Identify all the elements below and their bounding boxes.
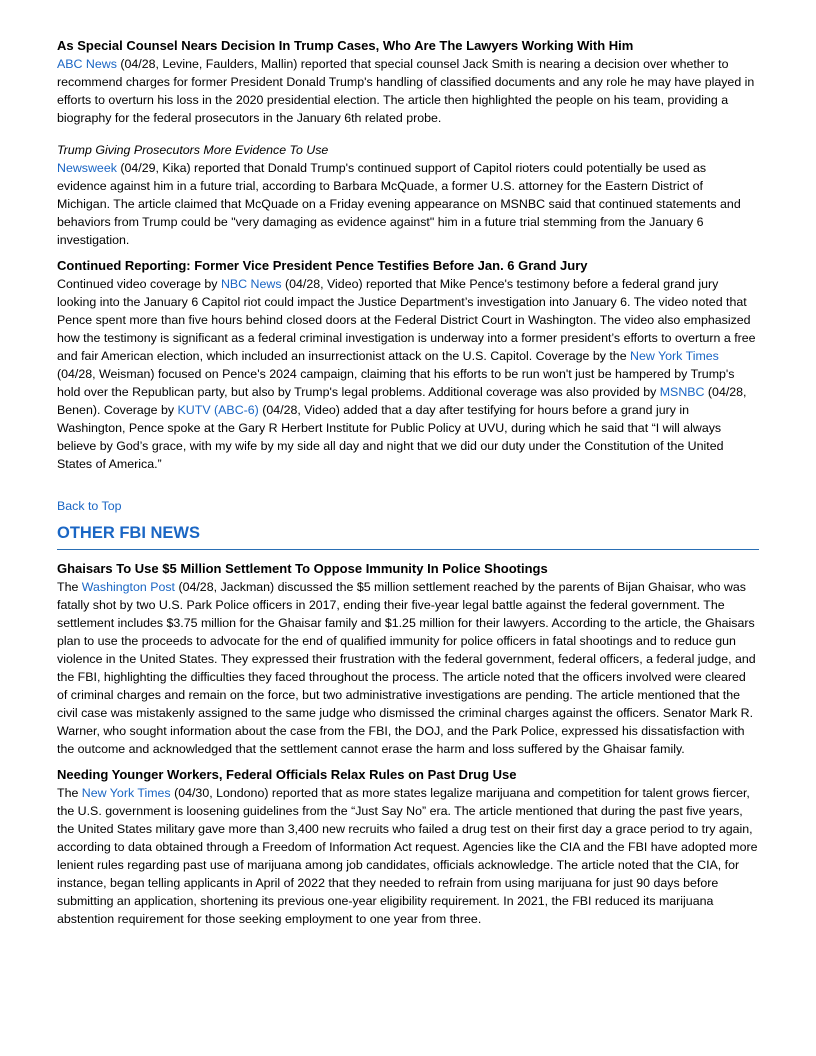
source-link-kutv[interactable]: KUTV (ABC-6): [177, 403, 259, 417]
back-to-top-link[interactable]: Back to Top: [57, 499, 122, 513]
article-body: ABC News (04/28, Levine, Faulders, Mallin) reported that special counsel Jack Smith is nearing a decision over whether to recommend charges for former President Donald Trump's handling of classified documents and any role he may have played in efforts to overturn his loss in the 2020 presidential election. The article then highlighted the people on his team, providing a biography for the federal prosecutors in the January 6th related probe.: [57, 57, 755, 125]
article-headline: As Special Counsel Nears Decision In Trump Cases, Who Are The Lawyers Working With Him: [57, 38, 634, 53]
source-link-abc-news[interactable]: ABC News: [57, 57, 117, 71]
source-link-msnbc[interactable]: MSNBC: [659, 385, 705, 399]
article-ghaisar-settlement: [57, 560, 759, 758]
article-headline: Continued Reporting: Former Vice President Pence Testifies Before Jan. 6 Grand Jury: [57, 258, 588, 273]
source-link-nbc-news[interactable]: NBC News: [220, 277, 282, 291]
newsletter-page: [57, 37, 759, 936]
source-link-new-york-times[interactable]: New York Times: [630, 349, 719, 363]
source-link-washington-post[interactable]: Washington Post: [81, 580, 176, 594]
article-body: Newsweek (04/29, Kika) reported that Donald Trump's continued support of Capitol rioters could potentially be used as evidence against him in a future trial, according to Barbara McQuade, a former U.S. attorney for the Eastern District of Michigan. The article claimed that McQuade on a Friday evening appearance on MSNBC said that continued statements and behaviors from Trump could be "very damaging as evidence against" him in a future trial stemming from the January 6 investigation.: [57, 161, 741, 247]
article-headline: Needing Younger Workers, Federal Officials Relax Rules on Past Drug Use: [57, 767, 517, 782]
article-headline: Ghaisars To Use $5 Million Settlement To Oppose Immunity In Police Shootings: [57, 561, 548, 576]
article-body: The Washington Post (04/28, Jackman) discussed the $5 million settlement reached by the parents of Bijan Ghaisar, who was fatally shot by two U.S. Park Police officers in 2017, ending their five-year legal battle against the federal government. The settlement includes $3.75 million for the Ghaisar family and $1.25 million for their lawyers. According to the article, the Ghaisars plan to use the proceeds to advocate for the end of qualified immunity for police officers in fatal shootings and to reduce gun violence in the United States. They expressed their frustration with the federal government, federal officers, a federal judge, and the FBI, highlighting the difficulties they faced throughout the process. The article noted that the officers involved were cleared of criminal charges and remain on the force, but two administrative investigations are pending. The article mentioned that the civil case was mistakenly assigned to the same judge who dismissed the criminal charges against the officers. Senator Mark R. Warner, who sought information about the case from the FBI, the DOJ, and the Park Police, expressed his dissatisfaction with the outcome and acknowledged that the settlement cannot erase the harm and loss suffered by the Ghaisar family.: [57, 580, 756, 756]
article-subheadline: Trump Giving Prosecutors More Evidence To Use: [57, 143, 329, 157]
article-body: Continued video coverage by NBC News (04/28, Video) reported that Mike Pence's testimony before a federal grand jury looking into the January 6 Capitol riot could impact the Justice Department’s investigation into January 6. The video noted that Pence spent more than five hours behind closed doors at the Federal District Court in Washington. The video also emphasized how the testimony is significant as a federal criminal investigation is underway into a former president’s efforts to overturn a free and fair American election, which included an insurrectionist attack on the U.S. Capitol. Coverage by the New York Times (04/28, Weisman) focused on Pence's 2024 campaign, claiming that his efforts to be run won't just be hampered by Trump's hold over the Republican party, but also by Trump's legal problems. Additional coverage was also provided by MSNBC (04/28, Benen). Coverage by KUTV (ABC-6) (04/28, Video) added that a day after testifying for hours before a grand jury in Washington, Pence spoke at the Gary R Herbert Institute for Public Policy at UVU, during which he said that “I will always believe by God’s grace, with my wife by my side all day and night that we did our duty under the Constitution of the United States of America.”: [57, 277, 756, 471]
article-special-counsel: [57, 37, 759, 249]
source-link-new-york-times[interactable]: New York Times: [81, 786, 171, 800]
article-pence-testifies: [57, 257, 759, 473]
source-link-newsweek[interactable]: Newsweek: [57, 161, 117, 175]
section-title: OTHER FBI NEWS: [57, 521, 759, 550]
article-drug-rules: [57, 766, 759, 928]
article-body: The New York Times (04/30, Londono) reported that as more states legalize marijuana and competition for talent grows fiercer, the U.S. government is loosening guidelines from the “Just Say No” era. The article mentioned that during the past five years, the United States military gave more than 3,400 new recruits who failed a drug test on their first day a grace period to try again, according to data obtained through a Freedom of Information Act request. Agencies like the CIA and the FBI have adopted more lenient rules regarding past use of marijuana among job candidates, officials acknowledge. The article noted that the CIA, for instance, began telling applicants in April of 2022 that they needed to refrain from using marijuana for just 90 days before submitting an application, shortening its previous one-year eligibility requirement. In 2021, the FBI reduced its marijuana abstention requirement for those seeking employment to one year from three.: [57, 786, 758, 926]
